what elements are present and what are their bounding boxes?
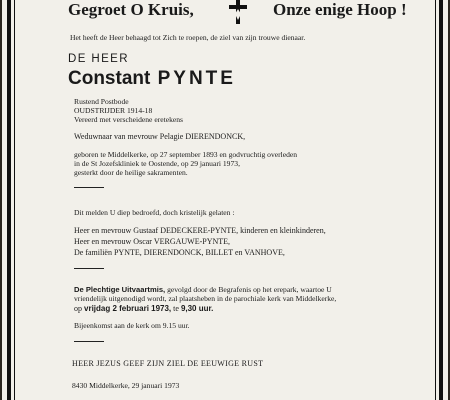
honorific: DE HEER [68,53,129,65]
divider [74,187,104,188]
title-line-1: Rustend Postbode [74,97,129,106]
service-line-3 [74,304,213,313]
motto-left: Gegroet O Kruis, [68,0,194,19]
motto-right: Onze enige Hoop ! [273,0,407,19]
last-name: PYNTE [157,68,236,89]
announce-line: Dit melden U diep bedroefd, doch kristelijk gelaten : [74,208,235,217]
service-lead: De Plechtige Uitvaartmis, [74,285,166,294]
cross-icon [228,0,248,24]
title-line-3: Vereerd met verscheidene eretekens [74,115,183,124]
service-line-3-mid: te [171,304,181,313]
intro-text: Het heeft de Heer behaagd tot Zich te roepen, de ziel van zijn trouwe dienaar. [70,33,306,42]
divider [74,341,104,342]
family-line-1: Heer en mevrouw Gustaaf DEDECKERE-PYNTE, kinderen en kleinkinderen, [74,226,326,235]
family-line-3: De familiën PYNTE, DIERENDONCK, BILLET en VANHOVE, [74,248,285,257]
title-line-2: OUDSTRIJDER 1914-18 [74,106,153,115]
first-name: Constant [68,68,151,89]
life-line-2: in de St Jozefskliniek te Oostende, op 29 januari 1973, [74,159,240,168]
divider [74,268,104,269]
family-line-2: Heer en mevrouw Oscar VERGAUWE-PYNTE, [74,237,231,246]
deceased-name [68,68,236,90]
life-line-3: gesterkt door de heilige sakramenten. [74,168,188,177]
prayer-line: HEER JEZUS GEEF ZIJN ZIEL DE EEUWIGE RUST [72,359,264,368]
footer-line: 8430 Middelkerke, 29 januari 1973 [72,381,180,390]
widower-line: Weduwnaar van mevrouw Pelagie DIERENDONCK, [74,132,246,141]
life-line-1: geboren te Middelkerke, op 27 september 1893 en godvruchtig overleden [74,150,298,159]
service-time: 9,30 uur. [180,304,214,313]
death-notice-card [2,0,448,400]
service-line-3-pre: op [74,304,84,313]
gathering-line: Bijeenkomst aan de kerk om 9.15 uur. [74,321,190,330]
service-line-2: vriendelijk uitgenodigd wordt, zal plaatsheben in de parochiale kerk van Middelkerke, [74,294,337,303]
service-date: vrijdag 2 februari 1973, [84,304,172,313]
service-line-1-rest: gevolgd door de Begrafenis op het erepark, waartoe U [165,285,332,294]
